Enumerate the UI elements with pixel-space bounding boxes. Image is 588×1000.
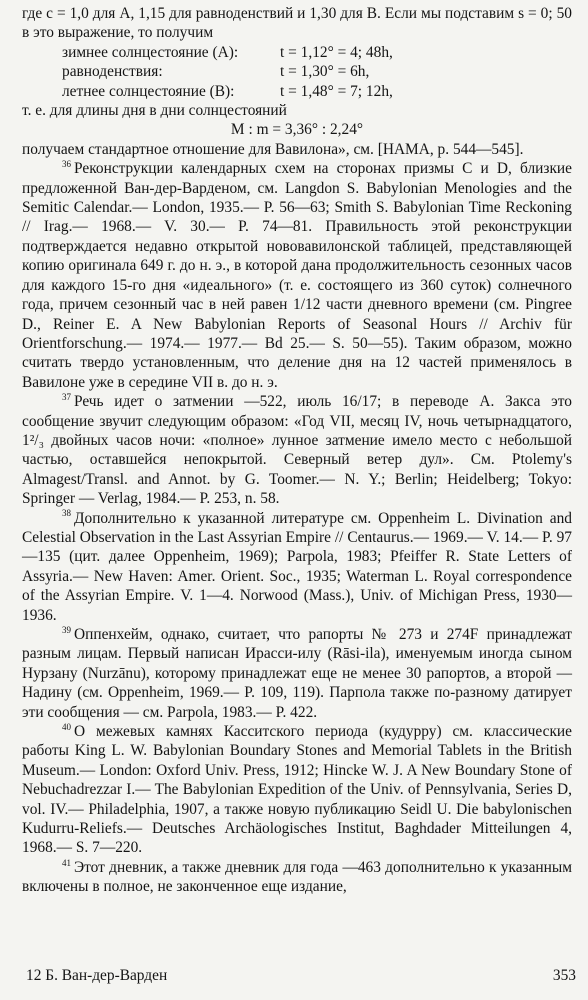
- footnote-text: Оппенхейм, однако, считает, что рапорты № 273 и 274F принадлежат разным лицам. Первый написан Ирасси-илу (Rāsi-ila), именуемым иногда сыном Нурзану (Nurzānu), которому принадлежат еще не менее 30 рапортов, а второй — Надину (см. Oppenheim, 1969.— P. 109, 119). Парпола также по-разному датирует эти сообщения — см. Parpola, 1983.— P. 422.: [22, 626, 572, 721]
- ratio-intro: т. е. для длины дня в дни солнцестояний: [22, 102, 287, 120]
- footnote-text: Реконструкции календарных схем на сторонах призмы C и D, близкие предложенной Ван-дер-Варденом, см. Langdon S. Babylonian Menologies and the Semitic Calendar.— London, 1935.— P. 56—63; Smith S. Babylonian Time Reckoning // Irag.— 1968.— V. 30.— P. 74—81. Правильность этой реконструкции подтверждается недавно открытой нововавилонской таблицей, представляющей копию оригинала 649 г. до н. э., в которой дана продолжительность сезонных часов для каждого 15-го дня «идеального» (т. е. состоящего из 360 суток) солнечного года, причем сезонный час в ней равен 1/12 части дневного времени (см. Pingree D., Reiner E. A New Babylonian Reports of Seasonal Hours // Archiv für Orientforschung.— 1974.— 1977.— Bd 25.— S. 50—55). Таким образом, можно считать твердо установленным, что деление дня на 12 частей применялось в Вавилоне уже в середине VII в. до н. э.: [22, 160, 572, 391]
- formula-label: летнее солнцестояние (B):: [62, 82, 235, 100]
- after-ratio-paragraph: получаем стандартное отношение для Вавилона», см. [HAMA, p. 544—545].: [22, 140, 524, 158]
- formula-value: t = 1,30° = 6h,: [280, 63, 370, 81]
- footnote-text: Этот дневник, а также дневник для года —463 дополнительно к указанным включены в полное, не законченное еще издание,: [22, 858, 572, 896]
- footnote-number: 41: [62, 857, 71, 868]
- footnote-39: [22, 625, 572, 722]
- page-text: [22, 4, 572, 897]
- intro-paragraph: где c = 1,0 для A, 1,15 для равноденствий и 1,30 для B. Если мы подставим s = 0; 50 в это выражение, то получим: [22, 5, 572, 42]
- footnote-text: Речь идет о затмении —522, июль 16/17; в переводе А. Закса это сообщение звучит следующим образом: «Год VII, месяц IV, ночь четырнадцатого, 1²/₃ двойных часов ночи: «полное» лунное затмение имело место с небольшой частью, оставшейся непокрытой. Северный ветер дул». См. Ptolemy's Almagest/Transl. and Annot. by G. Toomer.— N. Y.; Berlin; Heidelberg; Tokyo: Springer — Verlag, 1984.— P. 253, n. 58.: [22, 393, 572, 508]
- formula-block: [22, 43, 572, 101]
- footnote-40: [22, 722, 572, 858]
- formula-row: [22, 82, 572, 101]
- footnote-number: 38: [62, 508, 71, 519]
- formula-row: [22, 62, 572, 81]
- signature-mark: 12 Б. Ван-дер-Варден: [26, 967, 168, 984]
- footnote-text: Дополнительно к указанной литературе см. Oppenheim L. Divination and Celestial Observation in the Last Assyrian Empire // Centaurus.— 1969.— V. 14.— P. 97—135 (цит. далее Oppenheim, 1969); Parpola, 1983; Pfeiffer R. State Letters of Assyria.— New Haven: Amer. Orient. Soc., 1935; Waterman L. Royal correspondence of the Assyrian Empire. V. 1—4. Norwood (Mass.), Univ. of Michigan Press, 1930—1936.: [22, 509, 572, 624]
- footnote-41: [22, 858, 572, 897]
- footnote-36: [22, 159, 572, 392]
- formula-label: зимнее солнцестояние (A):: [62, 43, 239, 61]
- formula-value: t = 1,12° = 4; 48h,: [280, 43, 393, 61]
- footnote-number: 36: [62, 159, 71, 170]
- footnote-37: [22, 392, 572, 508]
- page-number: 353: [552, 967, 576, 984]
- footnote-number: 40: [62, 721, 71, 732]
- footnote-number: 37: [62, 392, 71, 402]
- formula-label: равноденствия:: [62, 63, 163, 81]
- footnote-text: О межевых камнях Касситского периода (кудурру) см. классические работы King L. W. Babylonian Boundary Stones and Memorial Tablets in the British Museum.— London: Oxford Univ. Press, 1912; Hincke W. J. A New Boundary Stone of Nebuchadrezzar I.— The Babylonian Expedition of the Univ. of Pennsylvania, Series D, vol. IV.— Philadelphia, 1907, а также новую публикацию Seidl U. Die babylonischen Kudurru-Reliefs.— Deutsches Archäologisches Institut, Baghdader Mitteilungen 4, 1968.— S. 7—220.: [22, 723, 572, 857]
- footnote-38: [22, 509, 572, 625]
- ratio-formula: M : m = 3,36° : 2,24°: [230, 121, 364, 139]
- formula-value: t = 1,48° = 7; 12h,: [280, 82, 393, 100]
- footnote-number: 39: [62, 624, 71, 635]
- page-footer: [26, 966, 576, 985]
- formula-row: [22, 43, 572, 62]
